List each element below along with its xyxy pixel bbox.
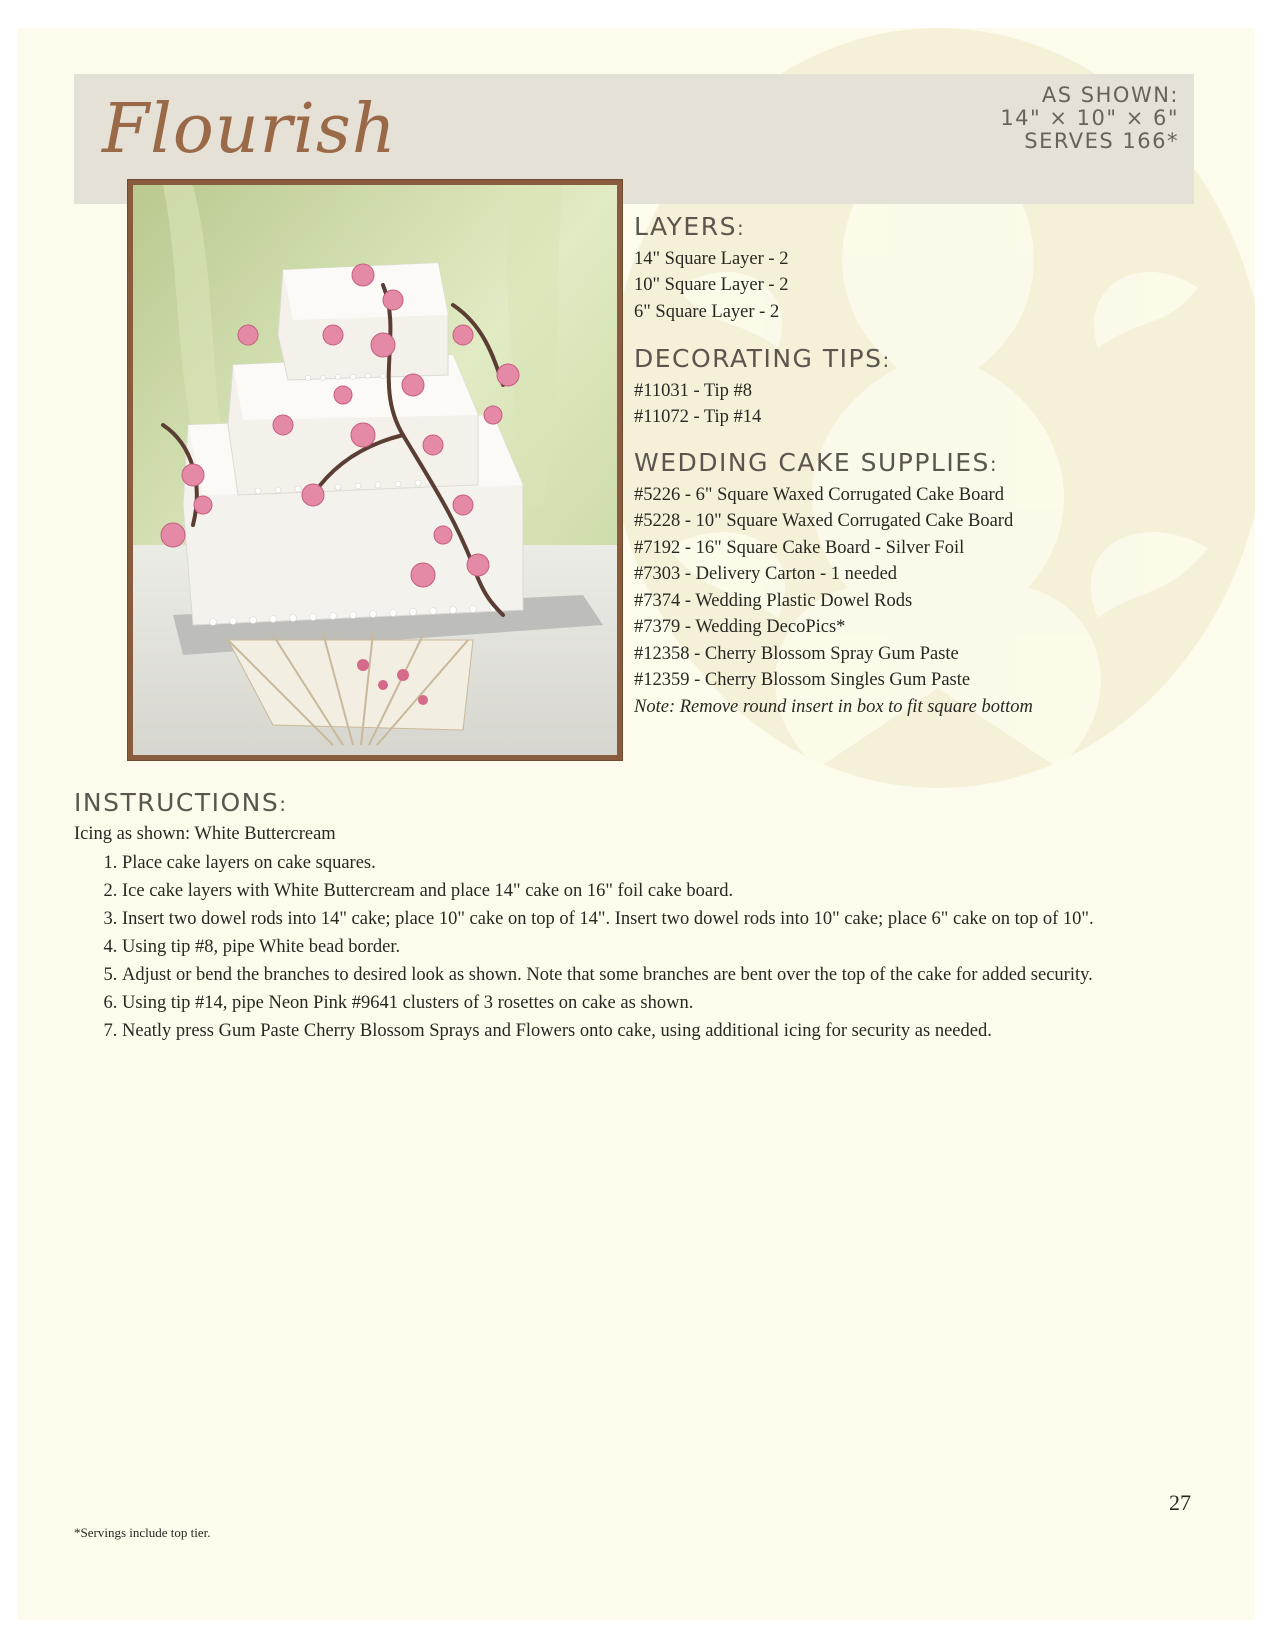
list-item: 4. Using tip #8, pipe White bead border. [122,933,1224,961]
tips-heading: DECORATING TIPS: [634,344,891,373]
list-item: #5228 - 10" Square Waxed Corrugated Cake Board [634,511,1014,531]
supplies-section [634,450,1033,720]
instructions-list [74,849,1224,1045]
list-item: #11031 - Tip #8 [634,380,753,401]
list-item: #11072 - Tip #14 [634,407,762,427]
as-shown-info [1000,84,1179,153]
list-item: 3. Insert two dowel rods into 14" cake; place 10" cake on top of 14". Insert two dowel rods into 10" cake; place 6" cake on top of 10". [122,905,1224,933]
page-number: 27 [1169,1490,1191,1515]
list-item: #7374 - Wedding Plastic Dowel Rods [634,590,913,611]
list-item: #7379 - Wedding DecoPics* [634,617,846,637]
layers-heading: LAYERS: [634,212,746,241]
footnote: *Servings include top tier. [74,1525,211,1540]
list-item: 1. Place cake layers on cake squares. [122,849,1224,877]
list-item: 6" Square Layer - 2 [634,301,780,322]
tips-section [634,346,891,431]
list-item: #12358 - Cherry Blossom Spray Gum Paste [634,643,959,664]
list-item: #12359 - Cherry Blossom Singles Gum Paste [634,670,971,690]
recipe-page [18,28,1255,1620]
list-item: 10" Square Layer - 2 [634,275,789,295]
as-shown-label: AS SHOWN: [1041,83,1179,107]
list-item: #7303 - Delivery Carton - 1 needed [634,564,898,584]
list-item: 7. Neatly press Gum Paste Cherry Blossom Sprays and Flowers onto cake, using additional icing for security as needed. [122,1017,1224,1045]
layers-list [634,246,788,326]
icing-note: Icing as shown: White Buttercream [74,824,336,844]
list-item: #5226 - 6" Square Waxed Corrugated Cake Board [634,484,1004,505]
page-title: Flourish [102,90,397,169]
instructions-heading: INSTRUCTIONS: [74,788,288,817]
tips-list [634,378,891,431]
list-item: #7192 - 16" Square Cake Board - Silver Foil [634,537,965,558]
list-item: 2. Ice cake layers with White Buttercream and place 14" cake on 16" foil cake board. [122,877,1224,905]
cake-photo-icon [133,185,617,755]
supplies-list [634,482,1033,721]
list-item: 14" Square Layer - 2 [634,248,789,269]
as-shown-serves: SERVES 166* [1024,129,1179,153]
supplies-heading: WEDDING CAKE SUPPLIES: [634,448,999,477]
supplies-note: Note: Remove round insert in box to fit square bottom [634,696,1033,717]
instructions-section [74,788,1224,1045]
cake-photo [128,180,622,760]
list-item: 5. Adjust or bend the branches to desired look as shown. Note that some branches are bent over the top of the cake for added security. [122,961,1224,989]
layers-section [634,214,788,325]
list-item: 6. Using tip #14, pipe Neon Pink #9641 clusters of 3 rosettes on cake as shown. [122,989,1224,1017]
as-shown-size: 14" × 10" × 6" [1000,106,1179,130]
